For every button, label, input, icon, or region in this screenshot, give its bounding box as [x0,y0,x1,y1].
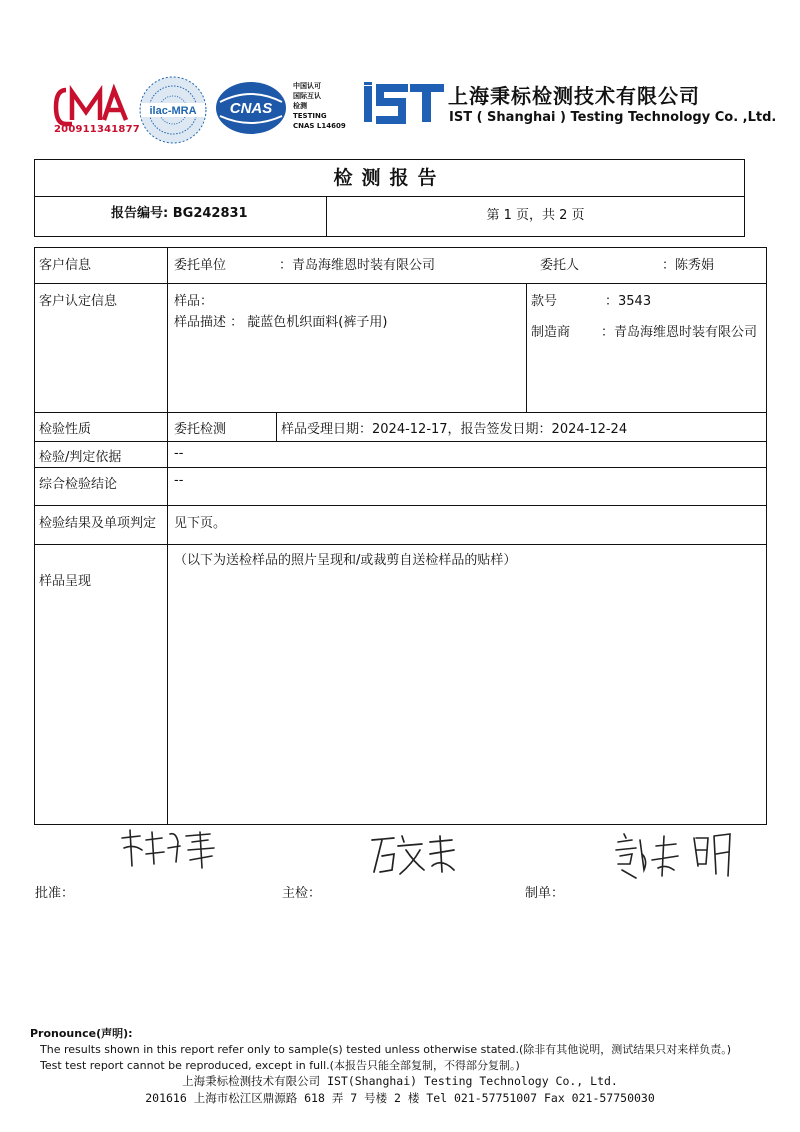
footer-address: 201616 上海市松江区鼎源路 618 弄 7 号楼 2 楼 Tel 021-57751007 Fax 021-57750030 [145,1091,655,1105]
approver-signature [118,826,222,870]
ist-logo-text: IST [404,126,406,127]
entrust-person-label: 委托人 [540,258,580,273]
report-number [111,202,248,221]
inspection-dates: 样品受理日期：2024-12-17，报告签发日期：2024-12-24 [281,422,628,437]
cma-number: 200911341877 [54,124,140,135]
manufacturer-value: ：青岛海维恩时装有限公司 [601,325,758,340]
row-divider [35,283,766,284]
company-name-en: IST ( Shanghai ) Testing Technology Co. ,Ltd. [449,110,777,125]
review-label: 主检： [282,886,322,901]
report-number-value: BG242831 [172,206,248,221]
conclusion-value: -- [174,473,184,488]
sample-description-label: 样品描述 ： [174,315,244,330]
ilac-logo-text: ilac-MRA [149,105,197,117]
pronounce-label: Pronounce(声明): [30,1027,133,1040]
reviewer-signature [368,832,458,878]
cnas-line: TESTING [293,112,327,120]
approve-label: 批准： [35,886,75,901]
row-divider [35,412,766,413]
cnas-line: CNAS L14609 [293,122,346,130]
sample-description [174,311,387,330]
cnas-line: 检测 [293,102,307,110]
prepare-label: 制单： [525,886,565,901]
report-table [34,247,767,825]
basis-value: -- [174,446,184,461]
results-label: 检验结果及单项判定 [39,516,157,531]
style-number-label: 款号 [531,294,558,309]
nature-divider [276,412,277,441]
cnas-accreditation-text [293,81,346,131]
client-info-label: 客户信息 [39,258,92,273]
conclusion-label: 综合检验结论 [39,477,118,492]
page-info: 第 1 页，共 2 页 [486,208,585,223]
ilac-mra-logo [138,75,208,145]
disclaimer-line-1: The results shown in this report refer only to sample(s) tested unless otherwise stated.(除非有其他说明，测试结果只对来样负责。) [40,1043,732,1056]
cnas-line: 国际互认 [293,92,321,100]
company-name-cn: 上海秉标检测技术有限公司 [448,84,700,108]
sample-description-value: 靛蓝色机织面料(裤子用) [247,315,388,330]
sample-presentation-note: （以下为送检样品的照片呈现和/或裁剪自送检样品的贴样） [174,553,517,568]
report-number-cell [35,196,327,236]
report-number-label: 报告编号: [111,206,169,221]
row-divider [35,505,766,506]
entrust-unit-label: 委托单位 [174,258,227,273]
row-divider [35,544,766,545]
style-number-value: ：3543 [605,294,652,309]
row-divider [35,467,766,468]
inspection-nature-label: 检验性质 [39,422,92,437]
basis-label: 检验/判定依据 [39,450,122,465]
ist-logo [364,82,444,126]
report-title-box [34,159,745,197]
cnas-logo-text: CNAS [229,100,273,117]
inspection-nature-value: 委托检测 [174,422,227,437]
cnas-logo [214,80,288,136]
footer-company: 上海秉标检测技术有限公司 IST(Shanghai) Testing Technology Co., Ltd. [182,1074,618,1088]
sample-label: 样品： [174,294,214,309]
label-column-divider [167,248,168,824]
sample-presentation-label: 样品呈现 [39,574,92,589]
row-divider [35,441,766,442]
cnas-line: 中国认可 [293,82,321,90]
preparer-signature [612,830,736,882]
disclaimer-line-2: Test test report cannot be reproduced, except in full.(本报告只能全部复制，不得部分复制。) [40,1059,520,1072]
manufacturer-label: 制造商 [531,325,571,340]
report-number-row [34,196,745,237]
entrust-unit-value: ：青岛海维恩时装有限公司 [279,258,436,273]
report-title: 检测报告 [333,167,446,189]
confirmed-info-divider [526,283,527,412]
entrust-person-value: ：陈秀娟 [662,258,715,273]
results-value: 见下页。 [174,516,227,531]
confirmed-info-label: 客户认定信息 [39,294,118,309]
cma-logo-text: CMA [92,142,95,143]
header-logos [0,0,800,150]
